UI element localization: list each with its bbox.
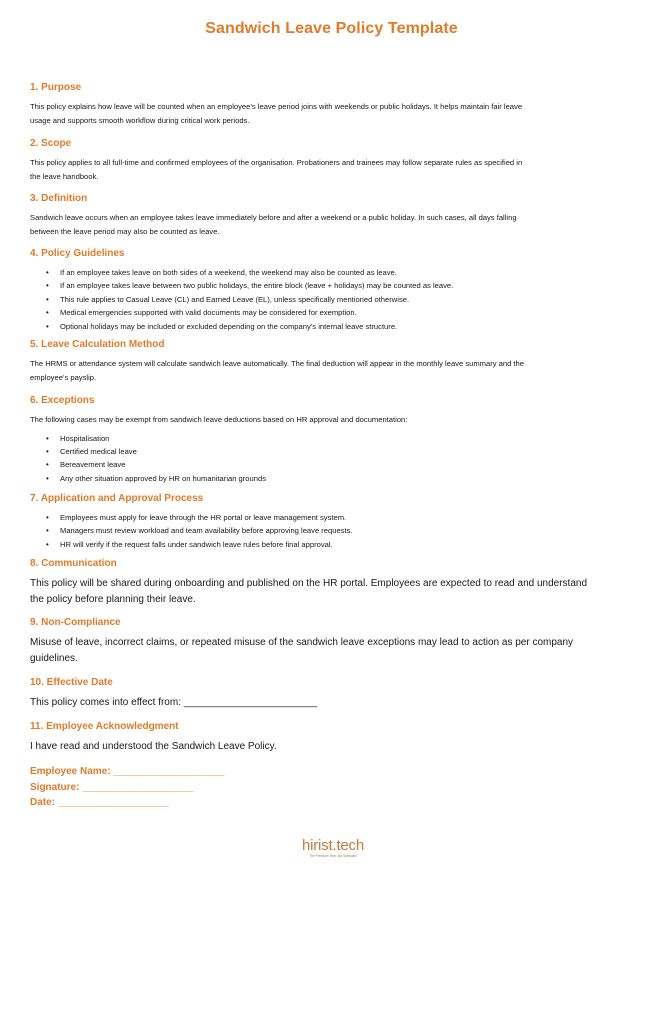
section-heading: 5. Leave Calculation Method <box>30 339 165 350</box>
section-heading: 4. Policy Guidelines <box>30 248 125 259</box>
paragraph-line: employee’s payslip. <box>30 372 97 382</box>
paragraph-line: Sandwich leave occurs when an employee takes leave immediately before and after a weekend or a public holiday. In such cases, all days falling <box>30 213 517 222</box>
paragraph-line: guidelines. <box>30 653 78 664</box>
list-item: • Bereavement leave <box>60 458 633 471</box>
list-item: • This rule applies to Casual Leave (CL) and Earned Leave (EL), unless specifically mentioned otherwise. <box>60 293 633 306</box>
list-item: • Medical emergencies supported with valid documents may be considered for exemption. <box>60 306 633 319</box>
list-item: • Optional holidays may be included or excluded depending on the company’s internal leave structure. <box>60 320 633 333</box>
list-item: • Certified medical leave <box>60 445 633 458</box>
section-heading: 10. Effective Date <box>30 677 113 688</box>
list-item: • Hospitalisation <box>60 432 633 445</box>
paragraph-line: This policy applies to all full-time and confirmed employees of the organisation. Probationers and trainees may follow separate rules as specified in <box>30 158 523 167</box>
approval-list <box>30 511 633 551</box>
section-heading: 1. Purpose <box>30 82 82 93</box>
signature-block <box>30 764 633 811</box>
section-heading: 7. Application and Approval Process <box>30 493 204 504</box>
section-heading: 3. Definition <box>30 193 88 204</box>
list-item: • Any other situation approved by HR on humanitarian grounds <box>60 472 633 485</box>
section-heading: 11. Employee Acknowledgment <box>30 721 179 732</box>
logo-word-right: tech <box>336 837 364 854</box>
section-calculation <box>30 339 633 384</box>
section-effective-date <box>30 677 633 711</box>
section-communication <box>30 558 633 608</box>
date-field: Date: ____________________ <box>30 797 170 808</box>
paragraph-line: The HRMS or attendance system will calculate sandwich leave automatically. The final deduction will appear in the monthly leave summary and the <box>30 359 524 368</box>
logo-dot: . <box>332 837 337 854</box>
hirist-tech-logo <box>297 838 369 859</box>
effective-date-line: This policy comes into effect from: ________________________ <box>30 697 318 708</box>
logo-wordmark <box>297 838 369 854</box>
list-item: • If an employee takes leave on both sides of a weekend, the weekend may also be counted as leave. <box>60 266 633 279</box>
section-heading: 9. Non-Compliance <box>30 617 121 628</box>
employee-name-field: Employee Name: ____________________ <box>30 766 225 777</box>
section-heading: 6. Exceptions <box>30 395 95 406</box>
list-item: • Managers must review workload and team availability before approving leave requests. <box>60 524 633 537</box>
logo-word-left: hirist <box>301 837 333 854</box>
section-purpose <box>30 82 633 127</box>
section-heading: 8. Communication <box>30 558 117 569</box>
list-item: • HR will verify if the request falls under sandwich leave rules before final approval. <box>60 538 633 551</box>
section-guidelines <box>30 248 633 333</box>
section-exceptions <box>30 395 633 485</box>
paragraph-line: the leave handbook. <box>30 171 99 181</box>
section-noncompliance <box>30 617 633 667</box>
paragraph-line: The following cases may be exempt from sandwich leave deductions based on HR approval and documentation: <box>30 415 408 424</box>
paragraph-line: This policy explains how leave will be counted when an employee’s leave period joins with weekends or public holidays. It helps maintain fair leave <box>30 102 523 111</box>
section-scope <box>30 138 633 183</box>
list-item: • Employees must apply for leave through the HR portal or leave management system. <box>60 511 633 524</box>
signature-field: Signature: ____________________ <box>30 781 194 793</box>
section-heading: 2. Scope <box>30 138 72 149</box>
document-title: Sandwich Leave Policy Template <box>205 20 458 37</box>
section-approval <box>30 493 633 551</box>
acknowledgment-text: I have read and understood the Sandwich Leave Policy. <box>30 741 277 752</box>
list-item: • If an employee takes leave between two public holidays, the entire block (leave + holidays) may be counted as leave. <box>60 279 633 292</box>
paragraph-line: Misuse of leave, incorrect claims, or repeated misuse of the sandwich leave exceptions may lead to action as per company <box>30 637 574 648</box>
paragraph-line: between the leave period may also be counted as leave. <box>30 226 220 236</box>
guidelines-list <box>30 266 633 333</box>
paragraph-line: This policy will be shared during onboarding and published on the HR portal. Employees are expected to read and understand <box>30 578 588 589</box>
paragraph-line: the policy before planning their leave. <box>30 594 196 605</box>
paragraph-line: usage and supports smooth workflow during critical work periods. <box>30 115 250 125</box>
section-acknowledgment <box>30 721 633 755</box>
section-definition <box>30 193 633 238</box>
exceptions-list <box>30 432 633 486</box>
logo-tagline: The Premium Tech Job Specialist <box>309 854 357 858</box>
